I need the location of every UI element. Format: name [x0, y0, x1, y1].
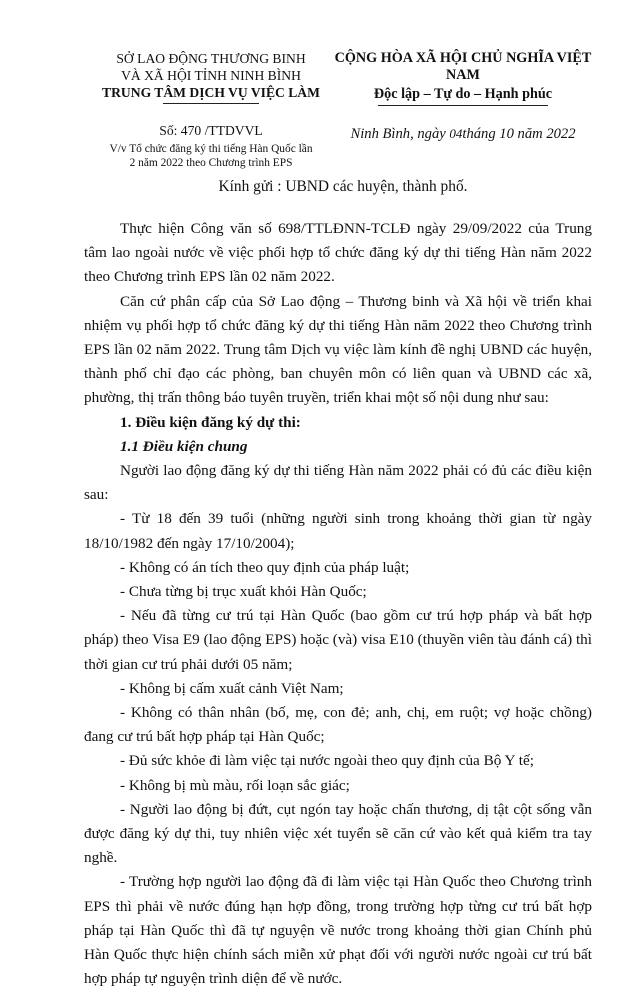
date-prefix: Ninh Bình, ngày — [350, 126, 446, 142]
agency-underline — [163, 103, 259, 104]
condition-item-8: - Không bị mù màu, rối loạn sắc giác; — [120, 776, 350, 794]
condition-item-5: - Không bị cấm xuất cảnh Việt Nam; — [120, 679, 344, 697]
date-suffix: tháng 10 năm 2022 — [462, 126, 576, 142]
document-body — [84, 217, 592, 992]
condition-item-9: - Người lao động bị đứt, cụt ngón tay hoặc chấn thương, dị tật cột sống vẫn được đăng ký dự thi, tuy nhiên việc xét tuyển sẽ căn cứ vào kết quả kiểm tra tay nghề. — [84, 800, 592, 867]
issue-date — [318, 125, 608, 143]
subject-line-2: 2 năm 2022 theo Chương trình EPS — [129, 157, 293, 169]
condition-item-2: - Không có án tích theo quy định của pháp luật; — [120, 558, 410, 576]
agency-line-2: VÀ XÃ HỘI TỈNH NINH BÌNH — [121, 68, 301, 83]
paragraph-1: Thực hiện Công văn số 698/TTLĐNN-TCLĐ ngày 29/09/2022 của Trung tâm lao ngoài nước về việc phối hợp tổ chức đăng ký dự thi tiếng Hàn năm 2022 theo Chương trình EPS lần 02 năm 2022. — [84, 220, 592, 286]
section-heading-1: 1. Điều kiện đăng ký dự thi: — [120, 413, 301, 431]
paragraph-3: Người lao động đăng ký dự thi tiếng Hàn năm 2022 phải có đủ các điều kiện sau: — [84, 462, 592, 504]
condition-item-4: - Nếu đã từng cư trú tại Hàn Quốc (bao gồm cư trú hợp pháp và bất hợp pháp) theo Visa E9 (lao động EPS) hoặc (và) visa E10 (thuyền viên tàu đánh cá) thì thời gian cư trú phải dưới 05 năm; — [84, 607, 592, 673]
national-title: CỘNG HÒA XÃ HỘI CHỦ NGHĨA VIỆT NAM — [334, 50, 592, 83]
recipient-line: Kính gửi : UBND các huyện, thành phố. — [218, 178, 468, 195]
section-heading-1-1: 1.1 Điều kiện chung — [120, 437, 248, 455]
agency-line-1: SỞ LAO ĐỘNG THƯƠNG BINH — [116, 51, 306, 66]
condition-item-3: - Chưa từng bị trục xuất khỏi Hàn Quốc; — [120, 583, 367, 601]
issuing-agency-block — [84, 50, 338, 170]
condition-item-10: - Trường hợp người lao động đã đi làm việc tại Hàn Quốc theo Chương trình EPS thì phải về nước đúng hạn hợp đồng, trong trường hợp từng cư trú bất hợp pháp tại Hàn Quốc thì đã tự nguyện về nước trong khoảng thời gian Chính phủ Hàn Quốc thực hiện chính sách miễn xử phạt đối với người nước ngoài cư trú bất hợp pháp tự nguyện trình diện để về nước. — [84, 873, 592, 988]
subject-line-1: V/v Tổ chức đăng ký thi tiếng Hàn Quốc lần — [109, 143, 313, 155]
date-day: 04 — [449, 126, 463, 141]
national-header-block — [318, 50, 608, 143]
agency-line-3: TRUNG TÂM DỊCH VỤ VIỆC LÀM — [102, 85, 320, 100]
document-number: Số: 470 /TTDVVL — [159, 123, 263, 138]
condition-item-7: - Đủ sức khỏe đi làm việc tại nước ngoài theo quy định của Bộ Y tế; — [120, 752, 534, 770]
paragraph-2: Căn cứ phân cấp của Sở Lao động – Thương binh và Xã hội về triển khai nhiệm vụ phối hợp tổ chức đăng ký dự thi tiếng Hàn năm 2022 theo Chương trình EPS lần 02 năm 2022. Trung tâm Dịch vụ việc làm kính đề nghị UBND các huyện, thành phố chỉ đạo các phòng, ban chuyên môn có liên quan và UBND các xã, phường, thị trấn thông báo tuyên truyền, triển khai một số nội dung như sau: — [84, 292, 592, 407]
motto-underline — [378, 105, 548, 106]
condition-item-6: - Không có thân nhân (bố, mẹ, con đẻ; anh, chị, em ruột; vợ hoặc chồng) đang cư trú bất hợp pháp tại Hàn Quốc; — [84, 704, 592, 746]
national-motto: Độc lập – Tự do – Hạnh phúc — [373, 86, 553, 102]
condition-item-1: - Từ 18 đến 39 tuổi (những người sinh trong khoảng thời gian từ ngày 18/10/1982 đến ngày 17/10/2004); — [84, 510, 592, 552]
